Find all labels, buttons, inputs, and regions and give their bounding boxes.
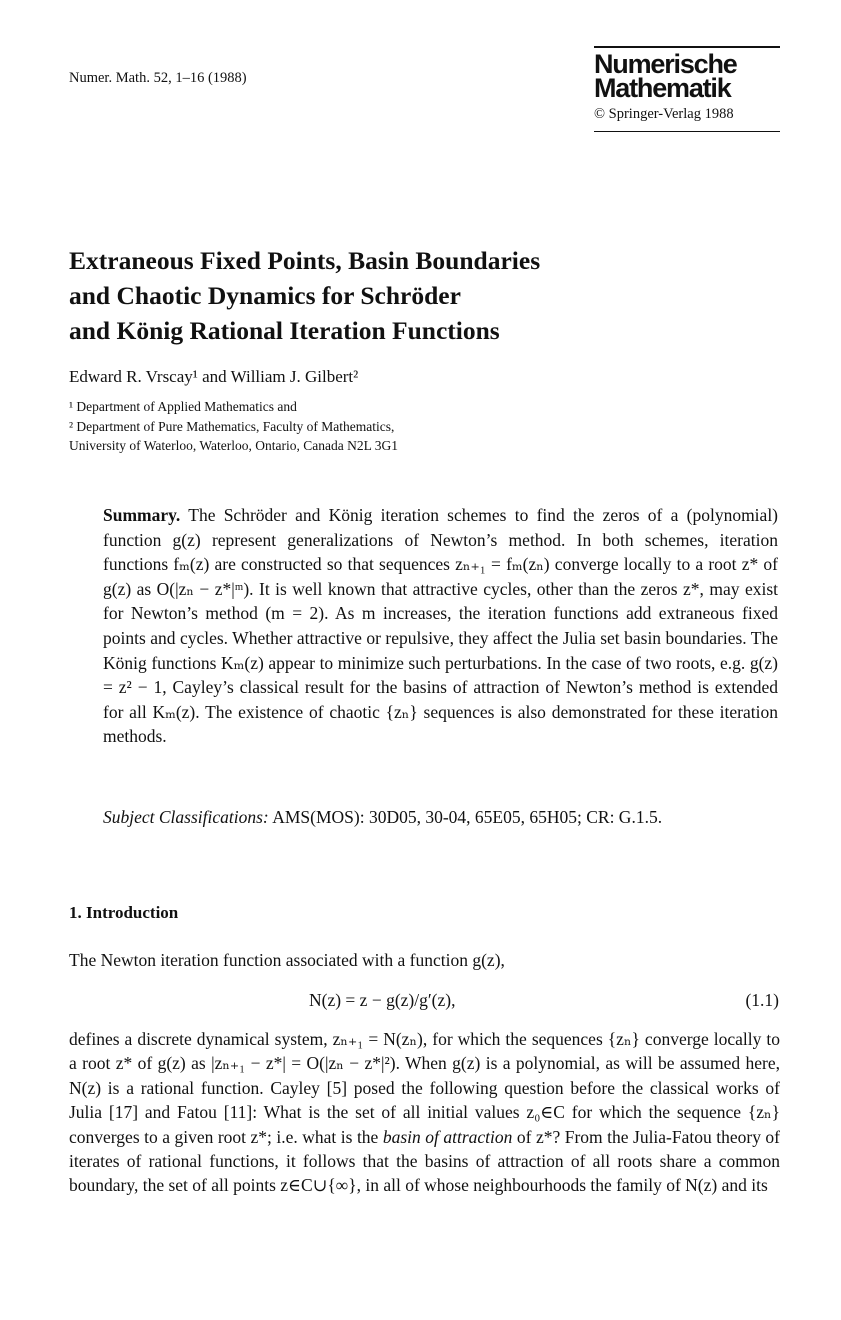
journal-name-line2: Mathematik xyxy=(594,72,731,103)
subject-codes: AMS(MOS): 30D05, 30-04, 65E05, 65H05; CR: G.1.5. xyxy=(272,807,663,827)
intro-lead-sentence: The Newton iteration function associated with a function g(z), xyxy=(69,950,505,970)
masthead-top-rule xyxy=(594,46,780,48)
publisher-copyright: © Springer-Verlag 1988 xyxy=(594,105,734,122)
affiliation-line: University of Waterloo, Waterloo, Ontario, Canada N2L 3G1 xyxy=(69,438,398,453)
journal-name-line1: Numerische xyxy=(594,48,737,79)
abstract-label: Summary. xyxy=(103,505,181,525)
abstract xyxy=(103,503,778,749)
subject-classifications xyxy=(103,805,778,830)
affiliation-line: ² Department of Pure Mathematics, Faculty of Mathematics, xyxy=(69,418,395,434)
intro-paragraph xyxy=(69,1027,780,1198)
journal-logo xyxy=(594,48,780,103)
section-heading: 1. Introduction xyxy=(69,903,179,922)
paragraph-text: defines a discrete dynamical system, zₙ₊₁ = N(zₙ), for which the sequences {zₙ} converge locally to a root z* of g(z) as |zₙ₊₁ − z*| = O(|zₙ − z*|²). When g(z) is a polynomial, as will be assumed here, N(z) is a rational function. Cayley [5] posed the following question before the classical works of Julia [17] and Fatou [11]: What is the set of all initial values z₀∈C for which the sequence {zₙ} converges to a given root z*; i.e. what is the xyxy=(69,1029,780,1147)
masthead-bottom-rule xyxy=(594,131,780,133)
paragraph-text: of z*? From the Julia-Fatou theory of iterates of rational functions, it follows that the basins of attraction of all roots share a common boundary, the set of all points z∈C∪{∞}, in all of whose neighbourhoods the family of N(z) and its xyxy=(69,1126,781,1196)
paper-title xyxy=(69,243,709,348)
affiliation-line: ¹ Department of Applied Mathematics and xyxy=(69,399,297,414)
affiliations xyxy=(69,397,398,456)
equation-text: N(z) = z − g(z)/g′(z), xyxy=(309,990,456,1010)
title-line: Extraneous Fixed Points, Basin Boundaries xyxy=(69,246,541,275)
title-line: and König Rational Iteration Functions xyxy=(69,316,500,345)
title-line: and Chaotic Dynamics for Schröder xyxy=(69,281,461,310)
emphasis-text: basin of attraction xyxy=(382,1126,513,1147)
journal-masthead xyxy=(594,46,780,132)
abstract-text: The Schröder and König iteration schemes to find the zeros of a (polynomial) function g(z) represent generalizations of Newton’s method. In both schemes, iteration functions fₘ(z) are constructed so that sequences zₙ₊₁ = fₘ(zₙ) converge locally to a root z* of g(z) as O(|zₙ − z*|ᵐ). It is well known that attractive cycles, other than the zeros z*, may exist for Newton’s method (m = 2). As m increases, the iteration functions add extraneous fixed points and cycles. Whether attractive or repulsive, they affect the Julia set basin boundaries. The König functions Kₘ(z) appear to minimize such perturbations. In the case of two roots, e.g. g(z) = z² − 1, Cayley’s classical result for the basins of attraction of Newton’s method is extended for all Kₘ(z). The existence of chaotic {zₙ} sequences is also demonstrated for these iteration methods. xyxy=(103,505,779,747)
author-list: Edward R. Vrscay¹ and William J. Gilbert² xyxy=(69,367,359,386)
equation-number: (1.1) xyxy=(745,990,779,1010)
journal-citation: Numer. Math. 52, 1–16 (1988) xyxy=(69,70,247,86)
subject-label: Subject Classifications: xyxy=(103,807,269,827)
